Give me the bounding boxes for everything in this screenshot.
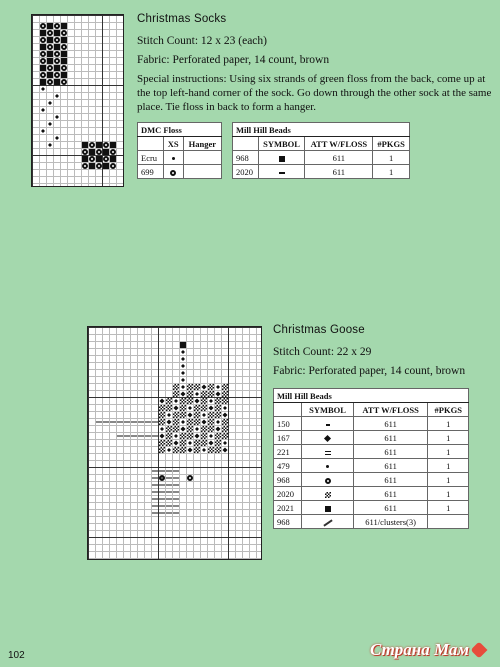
dmc-hanger	[183, 165, 221, 179]
table-row	[274, 501, 469, 515]
bead-pkgs: 1	[373, 165, 410, 179]
stitch-cell	[194, 384, 200, 390]
table-row	[274, 473, 469, 487]
stitch-cell	[166, 426, 172, 432]
stitch-cell	[187, 419, 193, 425]
stitch-cell	[61, 23, 67, 29]
stitch-cell	[222, 426, 228, 432]
stitch-cell	[166, 475, 172, 481]
dmc-name: 699	[138, 165, 164, 179]
stitch-cell	[215, 405, 221, 411]
stitch-cell	[152, 482, 158, 488]
socks-stitch-count: Stitch Count: 12 x 23 (each)	[137, 35, 267, 47]
stitch-cell	[194, 412, 200, 418]
stitch-cell	[159, 489, 165, 495]
dot-icon	[326, 465, 329, 468]
goose-stitch-count: Stitch Count: 22 x 29	[273, 346, 372, 358]
watermark-text: Страна Мам	[370, 640, 470, 659]
stitch-cell	[166, 405, 172, 411]
stitch-cell	[152, 419, 158, 425]
stitch-cell	[89, 142, 95, 148]
stitch-cell	[47, 142, 53, 148]
stitch-cell	[54, 51, 60, 57]
stitch-cell	[166, 447, 172, 453]
stitch-cell	[82, 149, 88, 155]
stitch-cell	[159, 482, 165, 488]
bead-pkgs: 1	[428, 501, 469, 515]
dmc-name: Ecru	[138, 151, 164, 165]
stitch-cell	[89, 149, 95, 155]
stitch-cell	[187, 405, 193, 411]
stitch-cell	[215, 419, 221, 425]
stitch-cell	[173, 489, 179, 495]
bead-att: 611	[353, 459, 428, 473]
stitch-cell	[180, 342, 186, 348]
equal-icon	[325, 451, 331, 455]
stitch-cell	[166, 503, 172, 509]
stitch-cell	[194, 440, 200, 446]
goose-header-blank	[274, 403, 302, 417]
stitch-cell	[187, 447, 192, 452]
bead-code: 2020	[274, 487, 302, 501]
stitch-cell	[40, 23, 46, 29]
socks-beads-table	[232, 122, 410, 179]
stitch-cell	[187, 475, 193, 481]
stitch-cell	[40, 107, 46, 113]
table-row	[274, 431, 469, 445]
stitch-cell	[208, 433, 214, 439]
stitch-cell	[131, 419, 137, 425]
stitch-cell	[166, 398, 172, 404]
stitch-cell	[215, 433, 221, 439]
stitch-cell	[47, 100, 53, 106]
stitch-cell	[40, 86, 46, 92]
bead-att: 611	[353, 445, 428, 459]
stitch-cell	[152, 433, 158, 439]
stitch-cell	[159, 405, 165, 411]
stitch-cell	[159, 468, 165, 474]
goose-header-pkgs: #PKGS	[428, 403, 469, 417]
stitch-cell	[96, 142, 102, 148]
stitch-cell	[187, 398, 193, 404]
stitch-cell	[180, 405, 186, 411]
stitch-cell	[222, 398, 228, 404]
stitch-cell	[152, 510, 158, 516]
bead-att: 611	[353, 501, 428, 515]
stitch-cell	[173, 384, 179, 390]
stitch-cell	[173, 482, 179, 488]
table-row	[274, 515, 469, 529]
stitch-cell	[40, 30, 46, 36]
stitch-cell	[47, 65, 53, 71]
stitch-cell	[96, 163, 102, 169]
stitch-cell	[124, 419, 130, 425]
stitch-cell	[47, 44, 53, 50]
stitch-cell	[180, 377, 186, 383]
dmc-table-caption: DMC Floss	[138, 123, 222, 137]
stitch-cell	[152, 503, 158, 509]
stitch-cell	[159, 510, 165, 516]
goose-title: Christmas Goose	[273, 324, 365, 336]
socks-dmc-table	[137, 122, 222, 179]
stitch-cell	[54, 93, 60, 99]
stitch-cell	[173, 419, 179, 425]
goose-beads-table	[273, 388, 469, 529]
stitch-cell	[187, 426, 193, 432]
stitch-cell	[61, 30, 67, 36]
stitch-cell	[131, 433, 137, 439]
stitch-cell	[159, 398, 164, 403]
bead-code: 2021	[274, 501, 302, 515]
stitch-cell	[180, 440, 186, 446]
bead-att: 611	[353, 431, 428, 445]
socks-instructions: Special instructions: Using six strands of green floss from the back, come up at the top left-hand corner of the sock. Go down through the other sock at the same place. Tie floss in back to form a hanger.	[137, 73, 492, 113]
stitch-cell	[47, 72, 53, 78]
stitch-cell	[54, 37, 60, 43]
stitch-cell	[61, 44, 67, 50]
stitch-cell	[201, 384, 206, 389]
stitch-cell	[54, 44, 60, 50]
stitch-cell	[201, 405, 207, 411]
stitch-cell	[61, 79, 67, 85]
stitch-cell	[47, 121, 53, 127]
stitch-cell	[47, 51, 53, 57]
stitch-cell	[180, 447, 186, 453]
stitch-cell	[54, 58, 60, 64]
stitch-cell	[194, 398, 199, 403]
stitch-cell	[159, 496, 165, 502]
dash-icon	[326, 424, 330, 426]
stitch-cell	[173, 440, 178, 445]
stitch-cell	[159, 419, 165, 425]
dmc-hanger	[183, 151, 221, 165]
stitch-cell	[173, 398, 179, 404]
dmc-header-xs: XS	[163, 137, 183, 151]
stitch-cell	[180, 391, 185, 396]
stitch-cell	[61, 58, 67, 64]
beads-header-symbol: SYMBOL	[258, 137, 305, 151]
bead-code: 968	[274, 515, 302, 529]
bead-pkgs: 1	[428, 445, 469, 459]
stitch-cell	[180, 419, 186, 425]
stitch-cell	[208, 447, 214, 453]
stitch-cell	[166, 440, 172, 446]
stitch-cell	[208, 426, 214, 432]
table-row	[138, 165, 222, 179]
bead-code: 968	[233, 151, 259, 165]
stitch-cell	[173, 412, 179, 418]
stitch-cell	[159, 503, 165, 509]
stitch-cell	[103, 142, 109, 148]
ring-icon	[170, 170, 176, 176]
goose-chart	[87, 326, 262, 560]
bead-pkgs: 1	[428, 431, 469, 445]
stitch-cell	[152, 489, 158, 495]
stitch-cell	[54, 30, 60, 36]
stitch-cell	[47, 23, 53, 29]
bead-pkgs: 1	[428, 487, 469, 501]
stitch-cell	[103, 149, 109, 155]
stitch-cell	[222, 405, 228, 411]
goose-header-symbol: SYMBOL	[302, 403, 354, 417]
stitch-cell	[208, 440, 213, 445]
stitch-cell	[159, 440, 165, 446]
stitch-cell	[201, 398, 207, 404]
dot-icon	[172, 157, 175, 160]
stitch-cell	[201, 426, 207, 432]
stitch-cell	[173, 433, 179, 439]
stitch-cell	[166, 489, 172, 495]
stitch-cell	[117, 433, 123, 439]
table-row	[274, 445, 469, 459]
stitch-cell	[201, 412, 207, 418]
beads-table-caption: Mill Hill Beads	[233, 123, 410, 137]
stitch-cell	[215, 412, 221, 418]
stitch-cell	[47, 37, 53, 43]
socks-chart	[31, 14, 124, 187]
stitch-cell	[201, 433, 207, 439]
stitch-cell	[208, 391, 214, 397]
stitch-cell	[187, 412, 192, 417]
stitch-cell	[208, 384, 214, 390]
stitch-cell	[180, 426, 185, 431]
stitch-cell	[194, 419, 200, 425]
stitch-cell	[166, 433, 172, 439]
bead-code: 167	[274, 431, 302, 445]
stitch-cell	[40, 65, 46, 71]
stitch-cell	[187, 384, 193, 390]
bead-code: 2020	[233, 165, 259, 179]
stitch-cell	[173, 468, 179, 474]
diamond-icon	[324, 435, 331, 442]
stitch-cell	[180, 433, 186, 439]
stitch-cell	[180, 384, 186, 390]
stitch-cell	[180, 370, 186, 376]
stitch-cell	[61, 72, 67, 78]
goose-beads-caption: Mill Hill Beads	[274, 389, 469, 403]
table-row	[274, 459, 469, 473]
bead-att: 611	[305, 151, 373, 165]
stitch-cell	[194, 433, 199, 438]
stitch-cell	[180, 356, 186, 362]
stitch-cell	[215, 391, 220, 396]
stitch-cell	[187, 433, 193, 439]
bead-att: 611	[353, 417, 428, 431]
stitch-cell	[159, 475, 165, 481]
stitch-cell	[110, 149, 116, 155]
stitch-cell	[208, 398, 214, 404]
stitch-cell	[54, 114, 60, 120]
bead-code: 968	[274, 473, 302, 487]
stitch-cell	[159, 447, 165, 453]
stitch-cell	[180, 363, 186, 369]
stitch-cell	[54, 65, 60, 71]
stitch-cell	[40, 128, 46, 134]
bead-pkgs: 1	[373, 151, 410, 165]
stitch-cell	[166, 468, 172, 474]
stitch-cell	[54, 72, 60, 78]
stitch-cell	[173, 496, 179, 502]
stitch-cell	[208, 405, 213, 410]
stitch-cell	[110, 156, 116, 162]
stitch-cell	[215, 384, 221, 390]
bead-pkgs: 1	[428, 459, 469, 473]
table-row	[138, 151, 222, 165]
stitch-cell	[173, 510, 179, 516]
table-row	[274, 417, 469, 431]
stitch-cell	[124, 433, 130, 439]
stitch-cell	[222, 419, 228, 425]
stitch-cell	[180, 412, 186, 418]
stitch-cell	[61, 51, 67, 57]
stitch-cell	[187, 391, 193, 397]
stitch-cell	[40, 37, 46, 43]
beads-header-att: ATT W/FLOSS	[305, 137, 373, 151]
stitch-cell	[215, 447, 221, 453]
stitch-cell	[173, 447, 179, 453]
table-row	[233, 165, 410, 179]
stitch-cell	[194, 426, 200, 432]
bead-pkgs: 1	[428, 417, 469, 431]
bead-code: 221	[274, 445, 302, 459]
stitch-cell	[222, 440, 228, 446]
stitch-cell	[152, 475, 158, 481]
stitch-cell	[194, 405, 200, 411]
stitch-cell	[117, 419, 123, 425]
square-icon	[279, 156, 285, 162]
stitch-cell	[201, 391, 207, 397]
stitch-cell	[166, 482, 172, 488]
stitch-cell	[40, 72, 46, 78]
square-icon	[325, 506, 331, 512]
stitch-cell	[47, 58, 53, 64]
stitch-cell	[54, 23, 60, 29]
dmc-header-hanger: Hanger	[183, 137, 221, 151]
stitch-cell	[222, 384, 228, 390]
stitch-cell	[194, 391, 200, 397]
stitch-cell	[194, 447, 200, 453]
stitch-cell	[159, 412, 165, 418]
stitch-cell	[152, 468, 158, 474]
stitch-cell	[201, 447, 207, 453]
socks-fabric: Fabric: Perforated paper, 14 count, brown	[137, 54, 330, 66]
table-row	[274, 487, 469, 501]
stitch-cell	[47, 79, 53, 85]
bead-pkgs: 1	[428, 473, 469, 487]
watermark	[370, 640, 485, 660]
stitch-cell	[96, 156, 102, 162]
goose-header-att: ATT W/FLOSS	[353, 403, 428, 417]
bead-code: 479	[274, 459, 302, 473]
stitch-cell	[208, 419, 214, 425]
stitch-cell	[166, 510, 172, 516]
bead-att: 611	[353, 487, 428, 501]
stitch-cell	[89, 163, 95, 169]
stitch-cell	[138, 419, 144, 425]
stitch-cell	[103, 163, 109, 169]
stitch-cell	[82, 142, 88, 148]
stitch-cell	[47, 30, 53, 36]
stitch-cell	[40, 51, 46, 57]
stitch-cell	[173, 503, 179, 509]
stitch-cell	[222, 447, 227, 452]
bead-pkgs	[428, 515, 469, 529]
page-number: 102	[8, 650, 25, 661]
stitch-cell	[96, 419, 102, 425]
stitch-cell	[110, 142, 116, 148]
ring-icon	[325, 478, 331, 484]
stitch-cell	[215, 440, 221, 446]
stitch-cell	[110, 163, 116, 169]
bead-att: 611	[305, 165, 373, 179]
dmc-header-blank	[138, 137, 164, 151]
stitch-cell	[201, 419, 206, 424]
bead-att: 611	[353, 473, 428, 487]
stitch-cell	[61, 37, 67, 43]
stitch-cell	[180, 349, 186, 355]
stitch-cell	[173, 426, 179, 432]
stitch-cell	[138, 433, 144, 439]
bead-code: 150	[274, 417, 302, 431]
stitch-cell	[96, 149, 102, 155]
stitch-cell	[145, 419, 151, 425]
stitch-cell	[54, 135, 60, 141]
stitch-cell	[173, 405, 178, 410]
stitch-cell	[103, 419, 109, 425]
stitch-cell	[222, 412, 227, 417]
beads-header-blank	[233, 137, 259, 151]
stitch-cell	[145, 433, 151, 439]
stitch-cell	[180, 398, 186, 404]
stitch-cell	[201, 440, 207, 446]
stitch-cell	[103, 156, 109, 162]
bead-att: 611/clusters(3)	[353, 515, 428, 529]
dash-icon	[279, 172, 285, 174]
stitch-cell	[208, 412, 214, 418]
stitch-cell	[222, 433, 228, 439]
slash-icon	[323, 519, 332, 526]
stitch-cell	[54, 79, 60, 85]
stitch-cell	[166, 419, 171, 424]
stitch-cell	[61, 65, 67, 71]
socks-title: Christmas Socks	[137, 13, 227, 25]
beads-header-pkgs: #PKGS	[373, 137, 410, 151]
stitch-cell	[89, 156, 95, 162]
checker-icon	[325, 492, 331, 498]
stitch-cell	[159, 433, 164, 438]
stitch-cell	[187, 440, 193, 446]
stitch-cell	[152, 496, 158, 502]
stitch-cell	[82, 156, 88, 162]
goose-fabric: Fabric: Perforated paper, 14 count, brown	[273, 365, 466, 377]
stitch-cell	[40, 58, 46, 64]
stitch-cell	[166, 496, 172, 502]
stitch-cell	[40, 79, 46, 85]
stitch-cell	[215, 426, 220, 431]
heart-icon	[471, 642, 488, 659]
stitch-cell	[110, 419, 116, 425]
stitch-cell	[40, 44, 46, 50]
stitch-cell	[222, 391, 228, 397]
table-row	[233, 151, 410, 165]
stitch-cell	[173, 475, 179, 481]
stitch-cell	[159, 426, 165, 432]
stitch-cell	[82, 163, 88, 169]
stitch-cell	[215, 398, 221, 404]
stitch-cell	[166, 412, 172, 418]
stitch-cell	[173, 391, 179, 397]
